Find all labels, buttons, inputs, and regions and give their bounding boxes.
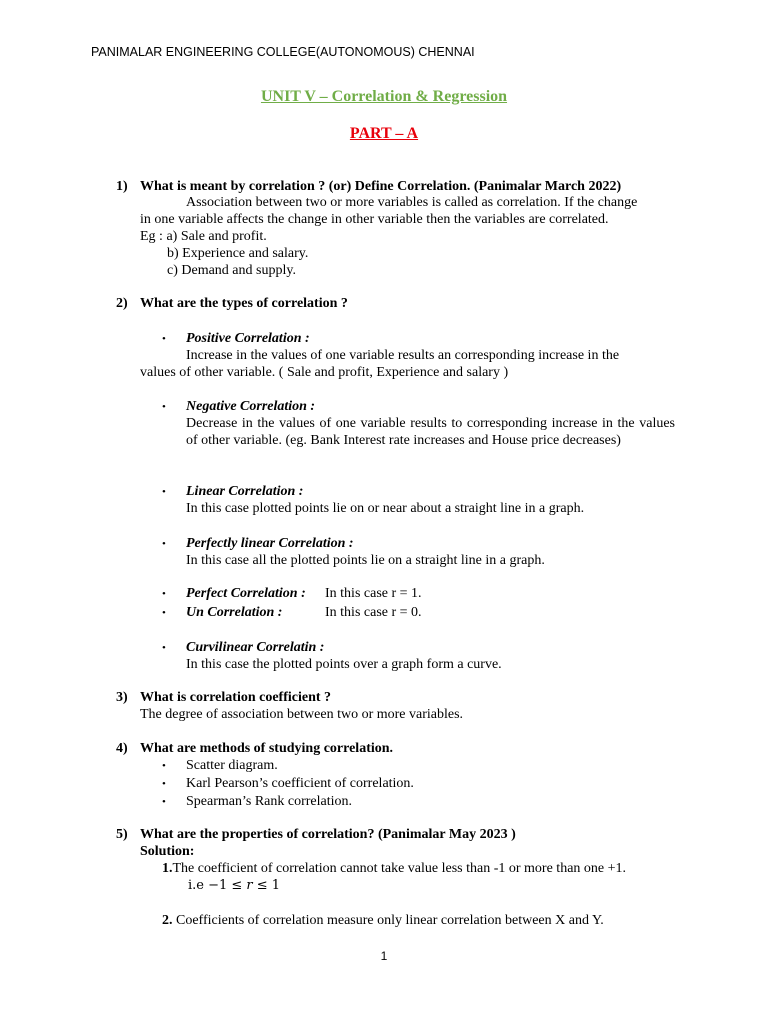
q2-question: What are the types of correlation ?: [140, 296, 348, 311]
bullet-icon: •: [162, 796, 166, 808]
q3-number: 3): [116, 690, 128, 705]
perfectly-linear-correlation-text: In this case all the plotted points lie on a straight line in a graph.: [186, 553, 545, 568]
bullet-icon: •: [162, 607, 166, 619]
q4-number: 4): [116, 741, 128, 756]
method-item: Karl Pearson’s coefficient of correlation.: [186, 776, 414, 791]
method-item: Spearman’s Rank correlation.: [186, 794, 353, 809]
bullet-icon: •: [162, 538, 166, 550]
college-header: PANIMALAR ENGINEERING COLLEGE(AUTONOMOUS) CHENNAI: [91, 45, 475, 59]
bullet-icon: •: [162, 778, 166, 790]
property-2-text: Coefficients of correlation measure only linear correlation between X and Y.: [172, 913, 604, 928]
q4-question: What are methods of studying correlation.: [140, 741, 394, 756]
property-1-number: 1.: [162, 861, 173, 876]
property-1: [162, 860, 626, 877]
q1-question: What is meant by correlation ? (or) Define Correlation. (Panimalar March 2022): [140, 179, 622, 194]
bullet-icon: •: [162, 333, 166, 345]
perfect-correlation-term: Perfect Correlation :: [186, 586, 306, 601]
linear-correlation-term: Linear Correlation :: [186, 484, 304, 499]
q1-answer-line1: Association between two or more variables is called as correlation. If the change: [186, 195, 638, 210]
q1-answer-line2: in one variable affects the change in other variable then the variables are correlated.: [140, 212, 609, 227]
q3-answer: The degree of association between two or more variables.: [140, 707, 464, 722]
bullet-icon: •: [162, 760, 166, 772]
method-item: Scatter diagram.: [186, 758, 278, 773]
q5-solution-label: Solution:: [140, 844, 195, 859]
q2-number: 2): [116, 296, 128, 311]
q1-example-a: Eg : a) Sale and profit.: [140, 229, 267, 244]
property-2: [162, 912, 604, 929]
bullet-icon: •: [162, 401, 166, 413]
bullet-icon: •: [162, 486, 166, 498]
unit-title: UNIT V – Correlation & Regression: [260, 88, 508, 105]
q1-number: 1): [116, 179, 128, 194]
negative-correlation-text: Decrease in the values of one variable results to corresponding increase in the values of other variable. (eg. Bank Interest rate increases and House price decreases): [186, 416, 675, 448]
positive-correlation-line2: values of other variable. ( Sale and profit, Experience and salary ): [140, 365, 509, 380]
perfect-correlation-text: In this case r = 1.: [325, 586, 422, 601]
positive-correlation-line1: Increase in the values of one variable results an corresponding increase in the: [186, 348, 620, 363]
perfectly-linear-correlation-term: Perfectly linear Correlation :: [186, 536, 354, 551]
property-2-number: 2.: [162, 913, 173, 928]
property-1-text: The coefficient of correlation cannot take value less than -1 or more than one +1.: [172, 861, 627, 876]
curvilinear-correlation-text: In this case the plotted points over a graph form a curve.: [186, 657, 502, 672]
linear-correlation-text: In this case plotted points lie on or near about a straight line in a graph.: [186, 501, 585, 516]
bullet-icon: •: [162, 588, 166, 600]
bullet-icon: •: [162, 642, 166, 654]
positive-correlation-term: Positive Correlation :: [186, 331, 310, 346]
property-1-inequality: i.e −1 ≤ 𝑟 ≤ 1: [188, 878, 281, 893]
q1-example-c: c) Demand and supply.: [167, 263, 296, 278]
un-correlation-term: Un Correlation :: [186, 605, 283, 620]
un-correlation-text: In this case r = 0.: [325, 605, 422, 620]
part-title: PART – A: [349, 125, 419, 142]
negative-correlation-term: Negative Correlation :: [186, 399, 316, 414]
q5-number: 5): [116, 827, 128, 842]
curvilinear-correlation-term: Curvilinear Correlatin :: [186, 640, 325, 655]
q5-question: What are the properties of correlation? (Panimalar May 2023 ): [140, 827, 516, 842]
q3-question: What is correlation coefficient ?: [140, 690, 332, 705]
q1-example-b: b) Experience and salary.: [167, 246, 309, 261]
page-number: 1: [380, 949, 388, 963]
